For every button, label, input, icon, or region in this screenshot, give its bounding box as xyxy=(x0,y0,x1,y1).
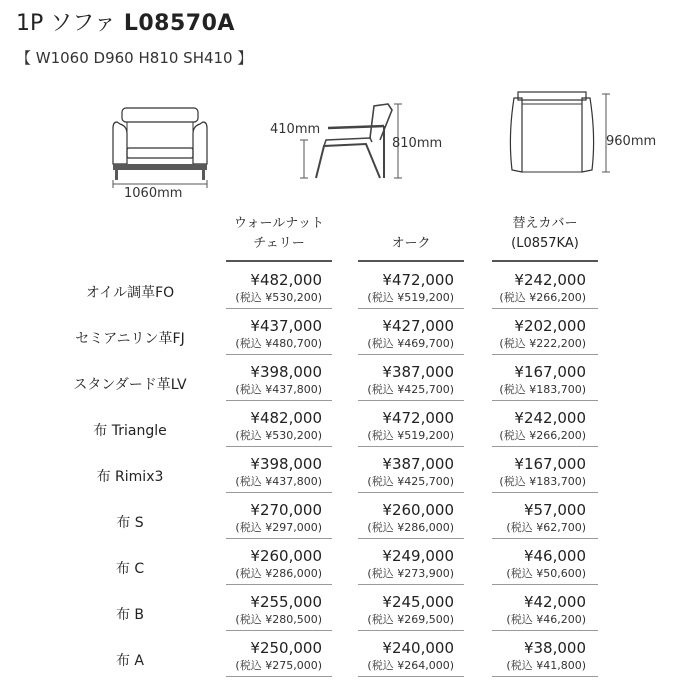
product-name: 1P ソファ xyxy=(16,11,116,36)
taxed-price: (税込 ¥425,700) xyxy=(367,383,454,396)
taxed-price: (税込 ¥41,800) xyxy=(506,659,586,672)
row-label: 布 S xyxy=(116,515,144,531)
dimensions-summary: 【 W1060 D960 H810 SH410 】 xyxy=(16,49,253,67)
price-value: ¥387,000 xyxy=(382,455,454,473)
price-cell xyxy=(226,638,322,674)
price-value: ¥167,000 xyxy=(514,455,586,473)
price-value: ¥250,000 xyxy=(250,639,322,657)
taxed-price: (税込 ¥530,200) xyxy=(235,429,322,442)
price-value: ¥482,000 xyxy=(250,271,322,289)
row-label: セミアニリン革FJ xyxy=(75,331,185,347)
price-cell xyxy=(358,316,454,352)
row-divider xyxy=(492,676,598,677)
price-cell xyxy=(358,500,454,536)
price-value: ¥249,000 xyxy=(382,547,454,565)
price-cell xyxy=(492,638,586,674)
col-header-cover xyxy=(490,214,600,254)
price-cell xyxy=(492,592,586,628)
taxed-price: (税込 ¥183,700) xyxy=(499,475,586,488)
price-value: ¥260,000 xyxy=(382,501,454,519)
col-header-line2: (L0857KA) xyxy=(511,236,579,251)
col-header-walnut-cherry xyxy=(224,214,334,254)
price-value: ¥46,000 xyxy=(523,547,586,565)
price-cell xyxy=(492,408,586,444)
taxed-price: (税込 ¥286,000) xyxy=(235,567,322,580)
taxed-price: (税込 ¥264,000) xyxy=(367,659,454,672)
row-divider xyxy=(226,492,332,493)
price-value: ¥472,000 xyxy=(382,271,454,289)
row-divider xyxy=(358,354,464,355)
row-divider xyxy=(226,308,332,309)
row-divider xyxy=(492,354,598,355)
price-cell xyxy=(492,454,586,490)
taxed-price: (税込 ¥62,700) xyxy=(506,521,586,534)
col-header-line1: 替えカバー xyxy=(512,216,578,231)
row-divider xyxy=(358,400,464,401)
price-value: ¥255,000 xyxy=(250,593,322,611)
seat-height-label: 410mm xyxy=(270,122,321,137)
row-divider xyxy=(492,492,598,493)
price-value: ¥482,000 xyxy=(250,409,322,427)
front-width-label: 1060mm xyxy=(124,186,183,201)
taxed-price: (税込 ¥46,200) xyxy=(506,613,586,626)
row-divider xyxy=(358,676,464,677)
taxed-price: (税込 ¥530,200) xyxy=(235,291,322,304)
row-divider xyxy=(492,308,598,309)
row-divider xyxy=(492,630,598,631)
price-cell xyxy=(358,362,454,398)
taxed-price: (税込 ¥469,700) xyxy=(367,337,454,350)
row-divider xyxy=(358,492,464,493)
height-label: 810mm xyxy=(392,136,443,151)
row-label: 布 Rimix3 xyxy=(96,469,164,485)
col-header-line2: チェリー xyxy=(253,236,305,251)
price-cell xyxy=(358,546,454,582)
taxed-price: (税込 ¥297,000) xyxy=(235,521,322,534)
taxed-price: (税込 ¥266,200) xyxy=(499,429,586,442)
price-value: ¥437,000 xyxy=(250,317,322,335)
row-label: 布 B xyxy=(115,607,145,623)
price-cell xyxy=(492,500,586,536)
row-label: 布 Triangle xyxy=(93,423,167,439)
front-view-drawing xyxy=(105,100,215,190)
price-cell xyxy=(226,454,322,490)
page-title xyxy=(16,8,235,40)
row-divider xyxy=(226,446,332,447)
model-number: L08570A xyxy=(123,11,235,36)
row-divider xyxy=(492,538,598,539)
price-value: ¥242,000 xyxy=(514,271,586,289)
price-value: ¥240,000 xyxy=(382,639,454,657)
row-label: 布 C xyxy=(115,561,145,577)
price-cell xyxy=(358,454,454,490)
row-divider xyxy=(358,446,464,447)
taxed-price: (税込 ¥425,700) xyxy=(367,475,454,488)
price-cell xyxy=(358,638,454,674)
taxed-price: (税込 ¥269,500) xyxy=(367,613,454,626)
col-header-oak xyxy=(356,214,466,254)
price-cell xyxy=(226,500,322,536)
price-value: ¥57,000 xyxy=(523,501,586,519)
col-header-line1 xyxy=(356,214,466,234)
row-divider xyxy=(358,630,464,631)
price-cell xyxy=(358,408,454,444)
row-label: 布 A xyxy=(115,653,145,669)
price-value: ¥427,000 xyxy=(382,317,454,335)
price-value: ¥202,000 xyxy=(514,317,586,335)
price-cell xyxy=(226,546,322,582)
price-cell xyxy=(358,592,454,628)
taxed-price: (税込 ¥437,800) xyxy=(235,383,322,396)
price-value: ¥398,000 xyxy=(250,363,322,381)
top-view-drawing xyxy=(500,86,618,186)
price-value: ¥42,000 xyxy=(523,593,586,611)
price-cell xyxy=(226,592,322,628)
price-cell xyxy=(492,546,586,582)
taxed-price: (税込 ¥437,800) xyxy=(235,475,322,488)
row-divider xyxy=(492,400,598,401)
row-divider xyxy=(226,676,332,677)
row-divider xyxy=(358,584,464,585)
price-value: ¥245,000 xyxy=(382,593,454,611)
price-cell xyxy=(492,316,586,352)
taxed-price: (税込 ¥266,200) xyxy=(499,291,586,304)
header-underline xyxy=(358,260,464,262)
sofa-drawings xyxy=(0,80,700,210)
taxed-price: (税込 ¥280,500) xyxy=(235,613,322,626)
price-value: ¥242,000 xyxy=(514,409,586,427)
taxed-price: (税込 ¥273,900) xyxy=(367,567,454,580)
price-value: ¥398,000 xyxy=(250,455,322,473)
depth-label: 960mm xyxy=(606,134,657,149)
col-header-line2: オーク xyxy=(391,236,431,251)
row-divider xyxy=(358,538,464,539)
price-cell xyxy=(492,270,586,306)
taxed-price: (税込 ¥519,200) xyxy=(367,429,454,442)
price-cell xyxy=(226,270,322,306)
price-value: ¥167,000 xyxy=(514,363,586,381)
price-value: ¥387,000 xyxy=(382,363,454,381)
price-value: ¥38,000 xyxy=(523,639,586,657)
taxed-price: (税込 ¥183,700) xyxy=(499,383,586,396)
price-value: ¥270,000 xyxy=(250,501,322,519)
taxed-price: (税込 ¥222,200) xyxy=(499,337,586,350)
price-cell xyxy=(226,316,322,352)
row-label: スタンダード革LV xyxy=(73,377,187,393)
price-cell xyxy=(492,362,586,398)
price-cell xyxy=(358,270,454,306)
row-divider xyxy=(492,584,598,585)
taxed-price: (税込 ¥519,200) xyxy=(367,291,454,304)
taxed-price: (税込 ¥50,600) xyxy=(506,567,586,580)
price-value: ¥260,000 xyxy=(250,547,322,565)
row-divider xyxy=(492,446,598,447)
row-divider xyxy=(226,630,332,631)
row-divider xyxy=(226,584,332,585)
taxed-price: (税込 ¥286,000) xyxy=(367,521,454,534)
header-underline xyxy=(492,260,598,262)
price-cell xyxy=(226,408,322,444)
row-divider xyxy=(226,538,332,539)
price-value: ¥472,000 xyxy=(382,409,454,427)
taxed-price: (税込 ¥275,000) xyxy=(235,659,322,672)
row-divider xyxy=(226,354,332,355)
price-cell xyxy=(226,362,322,398)
col-header-line1: ウォールナット xyxy=(234,216,324,231)
row-label: オイル調革FO xyxy=(85,285,175,301)
row-divider xyxy=(226,400,332,401)
header-underline xyxy=(226,260,332,262)
taxed-price: (税込 ¥480,700) xyxy=(235,337,322,350)
row-divider xyxy=(358,308,464,309)
